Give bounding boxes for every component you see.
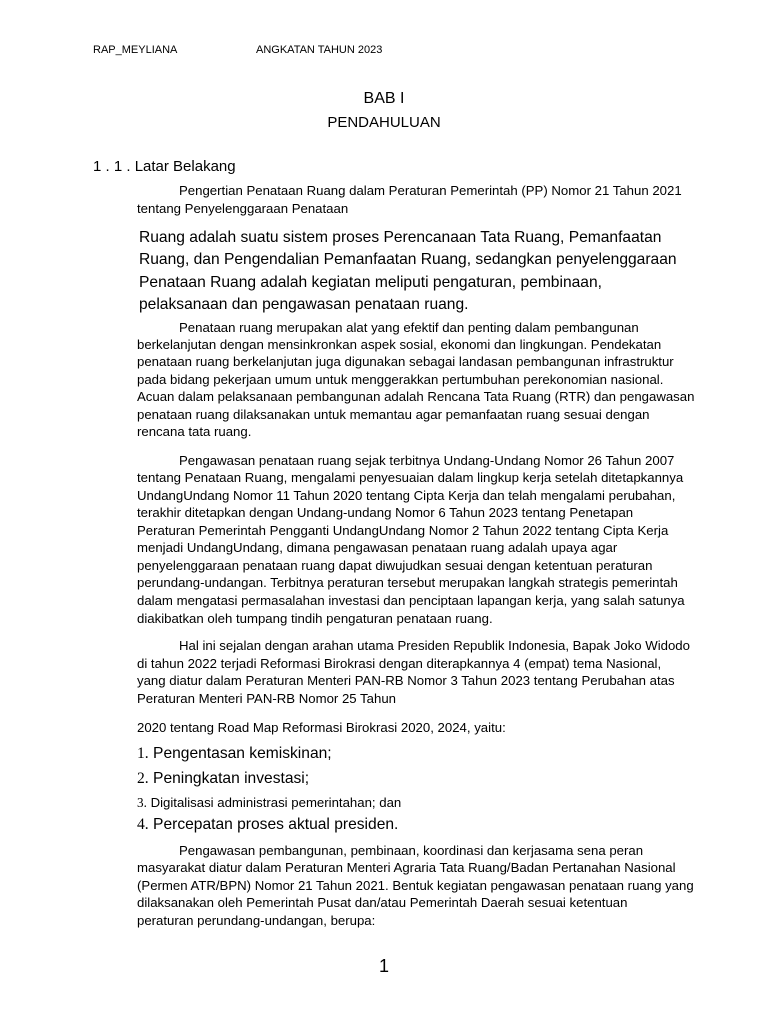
paragraph-line: (Permen ATR/BPN) Nomor 21 Tahun 2021. Bentuk kegiatan pengawasan penataan ruang yang (137, 878, 694, 893)
paragraph-line: pada bidang pekerjaan umum untuk menggerakkan pertumbuhan perekonomian nasional. (137, 372, 664, 387)
paragraph-line: penyelenggaraan penataan ruang dapat diwujudkan sesuai dengan ketentuan peraturan (137, 558, 653, 573)
definition-line: Ruang adalah suatu sistem proses Perencanaan Tata Ruang, Pemanfaatan (139, 229, 662, 246)
list-number: 1. (137, 745, 149, 762)
list-item (137, 816, 398, 834)
paragraph-line: UndangUndang Nomor 11 Tahun 2020 tentang Cipta Kerja dan telah mengalami perubahan, (137, 488, 676, 503)
list-item (137, 745, 332, 763)
header-author: RAP_MEYLIANA (93, 44, 178, 56)
intro-line: Pengertian Penataan Ruang dalam Peraturan Pemerintah (PP) Nomor 21 Tahun 2021 (179, 183, 682, 198)
section-heading: 1 . 1 . Latar Belakang (93, 158, 236, 175)
paragraph-line: terakhir ditetapkan dengan Undang-undang Nomor 6 Tahun 2023 tentang Penetapan (137, 505, 634, 520)
paragraph-line: diakibatkan oleh tumpang tindih pengaturan penataan ruang. (137, 611, 493, 626)
list-item (137, 795, 401, 811)
paragraph-line: di tahun 2022 terjadi Reformasi Birokrasi dengan diterapkannya 4 (empat) tema Nasional, (137, 656, 662, 671)
paragraph-line: perundang-undangan. Terbitnya peraturan tersebut merupakan langkah strategis pemerintah (137, 575, 678, 590)
paragraph-line: menjadi UndangUndang, dimana pengawasan penataan ruang adalah upaya agar (137, 540, 618, 555)
paragraph-line: peraturan perundang-undangan, berupa: (137, 913, 376, 928)
paragraph-line: Acuan dalam pelaksanaan pembangunan adalah Rencana Tata Ruang (RTR) dan pengawasan (137, 389, 695, 404)
paragraph-line: masyarakat diatur dalam Peraturan Menteri Agraria Tata Ruang/Badan Pertanahan Nasional (137, 860, 676, 875)
paragraph-line: Penataan ruang merupakan alat yang efektif dan penting dalam pembangunan (179, 320, 639, 335)
list-number: 3. (137, 795, 147, 810)
paragraph-line: Pengawasan penataan ruang sejak terbitnya Undang-Undang Nomor 26 Tahun 2007 (179, 453, 675, 468)
definition-line: Ruang, dan Pengendalian Pemanfaatan Ruang, sedangkan penyelenggaraan (139, 251, 677, 268)
paragraph-line: rencana tata ruang. (137, 424, 252, 439)
list-text: Pengentasan kemiskinan; (153, 745, 332, 762)
list-text: Digitalisasi administrasi pemerintahan; dan (150, 795, 402, 810)
list-number: 4. (137, 816, 149, 833)
chapter-number: BAB I (363, 90, 405, 107)
paragraph-line: 2020 tentang Road Map Reformasi Birokrasi 2020, 2024, yaitu: (137, 720, 506, 735)
paragraph-line: Hal ini sejalan dengan arahan utama Presiden Republik Indonesia, Bapak Joko Widodo (179, 638, 690, 653)
definition-line: pelaksanaan dan pengawasan penataan ruang. (139, 296, 469, 313)
header-batch: ANGKATAN TAHUN 2023 (256, 44, 383, 56)
paragraph-line: berkelanjutan dengan mensinkronkan aspek sosial, ekonomi dan lingkungan. Pendekatan (137, 337, 662, 352)
list-text: Percepatan proses aktual presiden. (153, 816, 399, 833)
list-item (137, 770, 309, 788)
paragraph-line: penataan ruang berkelanjutan juga digunakan sebagai landasan pembangunan infrastruktur (137, 354, 674, 369)
page-number: 1 (378, 956, 389, 976)
paragraph-line: dalam mengatasi permasalahan investasi dan penciptaan lapangan kerja, yang salah satunya (137, 593, 685, 608)
list-text: Peningkatan investasi; (153, 770, 310, 787)
paragraph-line: tentang Penataan Ruang, mengalami penyesuaian dalam lingkup kerja setelah ditetapkannya (137, 470, 684, 485)
list-number: 2. (137, 770, 149, 787)
definition-line: Penataan Ruang adalah kegiatan meliputi pengaturan, pembinaan, (139, 274, 602, 291)
paragraph-line: Peraturan Pemerintah Pengganti UndangUndang Nomor 2 Tahun 2022 tentang Cipta Kerja (137, 523, 669, 538)
paragraph-line: Peraturan Menteri PAN-RB Nomor 25 Tahun (137, 691, 396, 706)
paragraph-line: Pengawasan pembangunan, pembinaan, koordinasi dan kerjasama sena peran (179, 843, 644, 858)
paragraph-line: yang diatur dalam Peraturan Menteri PAN-RB Nomor 3 Tahun 2023 tentang Perubahan atas (137, 673, 675, 688)
intro-line: tentang Penyelenggaraan Penataan (137, 201, 349, 216)
paragraph-line: penataan ruang dilaksanakan untuk memantau agar pemanfaatan ruang sesuai dengan (137, 407, 650, 422)
chapter-title: PENDAHULUAN (327, 114, 441, 131)
paragraph-line: dilaksanakan oleh Pemerintah Pusat dan/atau Pemerintah Daerah sesuai ketentuan (137, 895, 628, 910)
